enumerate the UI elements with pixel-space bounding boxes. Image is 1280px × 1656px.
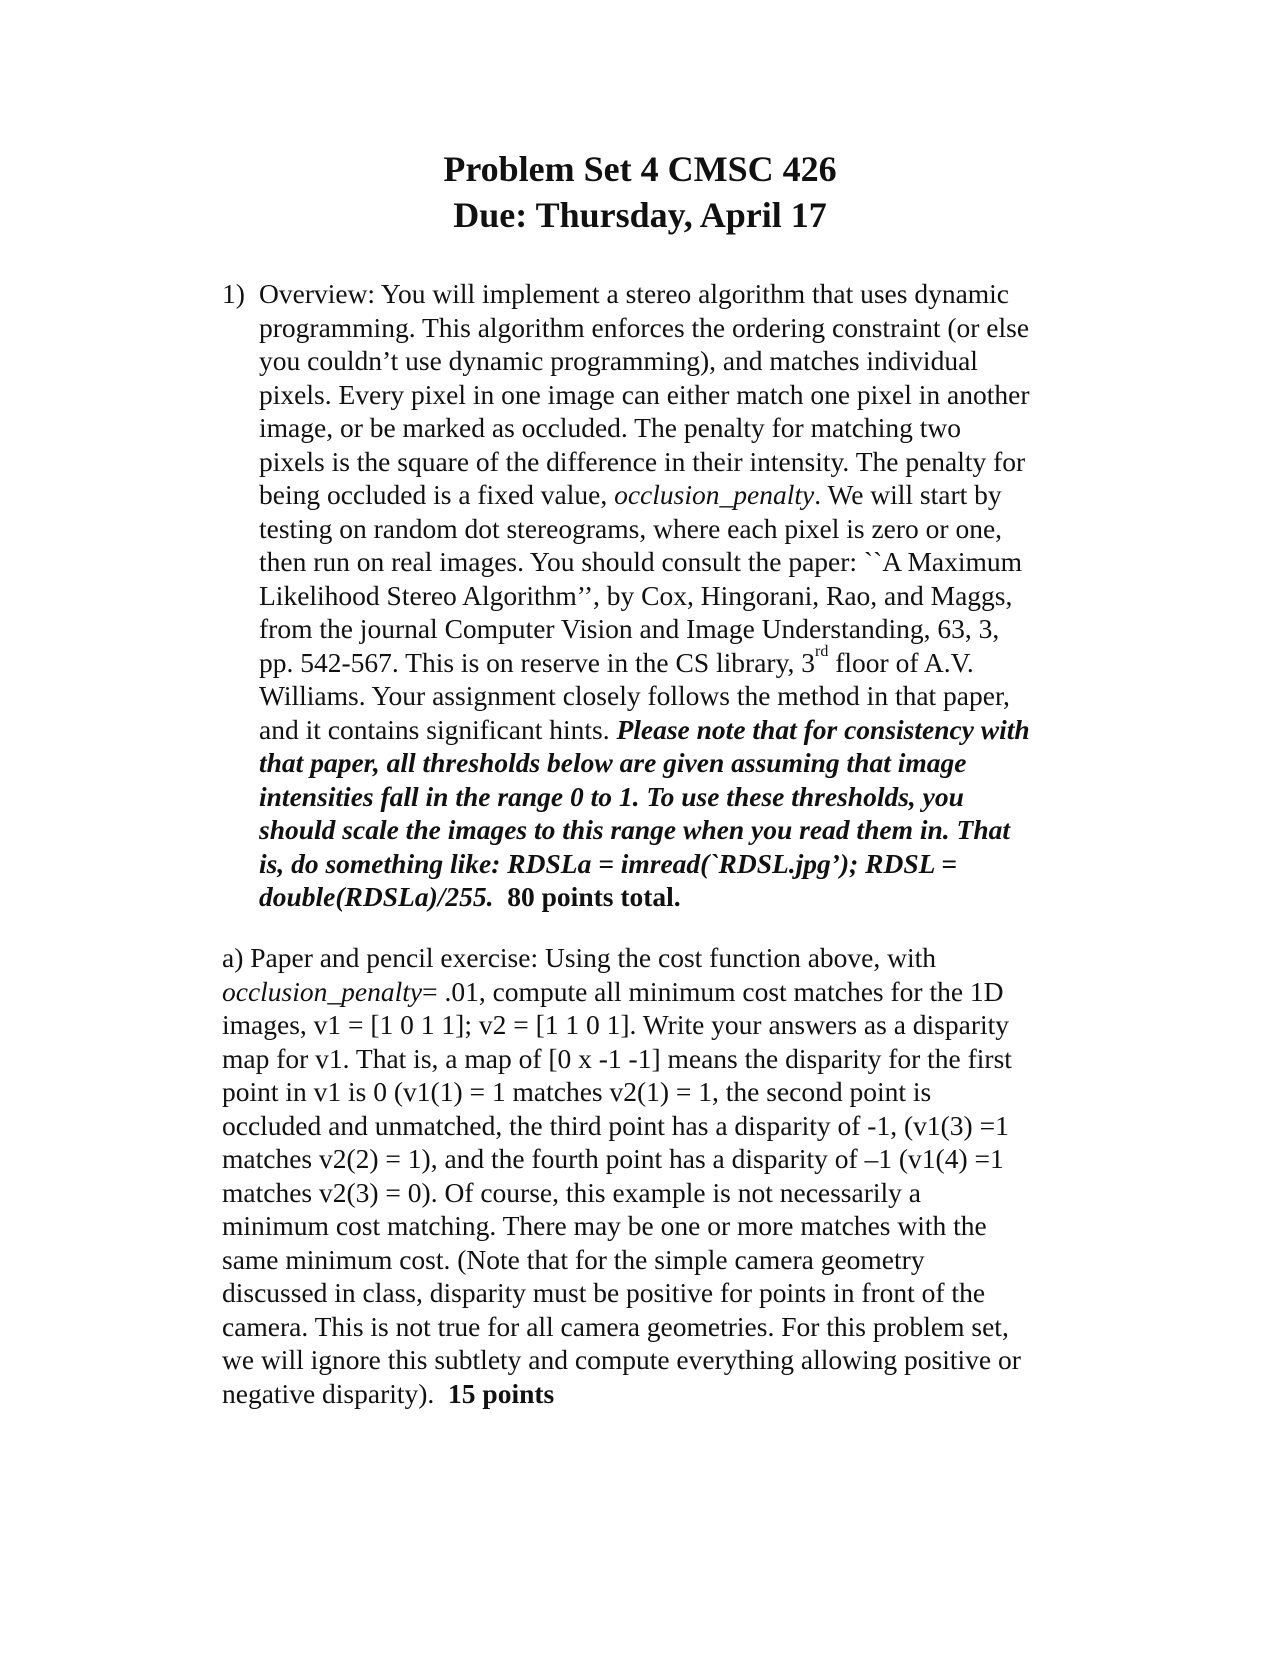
text-line: image, or be marked as occluded. The penalty for matching two xyxy=(259,412,962,443)
text-line: Overview: You will implement a stereo algorithm that uses dynamic xyxy=(259,278,1010,309)
text-line: Williams. Your assignment closely follows the method in that paper, xyxy=(259,680,1010,711)
emphasis-line: intensities fall in the range 0 to 1. To use these thresholds, you xyxy=(259,780,964,812)
text-line: same minimum cost. (Note that for the simple camera geometry xyxy=(222,1243,925,1275)
problem-1-body xyxy=(259,277,1109,914)
text-line xyxy=(259,713,1109,747)
text-line: point in v1 is 0 (v1(1) = 1 matches v2(1) = 1, the second point is xyxy=(222,1076,932,1107)
text-segment: and it contains significant hints. xyxy=(259,713,617,745)
text-line: programming. This algorithm enforces the ordering constraint (or else xyxy=(259,311,1030,343)
due-date: Due: Thursday, April 17 xyxy=(453,195,827,235)
title-block xyxy=(0,146,1280,238)
emphasis-line: that paper, all thresholds below are given assuming that image xyxy=(259,747,967,778)
text-line: map for v1. That is, a map of [0 x -1 -1] means the disparity for the first xyxy=(222,1042,1012,1074)
text-line xyxy=(259,880,1109,914)
emphasis-text: double(RDSLa)/255. xyxy=(259,881,494,912)
text-line: images, v1 = [1 0 1 1]; v2 = [1 1 0 1]. Write your answers as a disparity xyxy=(222,1009,1010,1040)
text-line: pixels is the square of the difference in their intensity. The penalty for xyxy=(259,445,1026,477)
emphasis-line: is, do something like: RDSLa = imread(`RDSL.jpg’); RDSL = xyxy=(259,847,957,879)
text-segment: = .01, compute all minimum cost matches for the 1D xyxy=(422,975,1004,1007)
points-total: 80 points total. xyxy=(493,881,681,912)
points-value: 15 points xyxy=(448,1377,555,1409)
emphasis-line: should scale the images to this range when you read them in. That xyxy=(259,814,1010,845)
occlusion-penalty-term: occlusion_penalty xyxy=(614,479,815,510)
text-segment: floor of A.V. xyxy=(828,646,974,678)
problem-number: 1) xyxy=(222,278,245,309)
text-line: Likelihood Stereo Algorithm’’, by Cox, Hingorani, Rao, and Maggs, xyxy=(259,579,1013,611)
text-segment: being occluded is a fixed value, xyxy=(259,479,615,510)
emphasis-text: Please note that for consistency with xyxy=(616,713,1030,745)
superscript: rd xyxy=(815,642,829,660)
text-line: a) Paper and pencil exercise: Using the cost function above, with xyxy=(222,942,937,973)
text-line: then run on real images. You should consult the paper: ``A Maximum xyxy=(259,546,1023,577)
text-segment: pp. 542-567. This is on reserve in the CS library, 3 xyxy=(259,646,816,678)
occlusion-penalty-term: occlusion_penalty xyxy=(222,975,423,1007)
text-line: you couldn’t use dynamic programming), and matches individual xyxy=(259,345,978,376)
text-line: pixels. Every pixel in one image can either match one pixel in another xyxy=(259,378,1030,410)
text-line: we will ignore this subtlety and compute everything allowing positive or xyxy=(222,1344,1021,1375)
text-line xyxy=(222,975,1102,1009)
text-line: matches v2(3) = 0). Of course, this example is not necessarily a xyxy=(222,1176,921,1208)
part-a xyxy=(222,941,1102,1410)
text-segment: . We will start by xyxy=(814,479,1002,510)
text-segment: negative disparity). xyxy=(222,1377,449,1409)
text-line xyxy=(222,1377,1102,1411)
page-title: Problem Set 4 CMSC 426 xyxy=(443,149,837,189)
text-line: discussed in class, disparity must be positive for points in front of the xyxy=(222,1277,986,1308)
text-line: from the journal Computer Vision and Image Understanding, 63, 3, xyxy=(259,613,1000,644)
text-line: occluded and unmatched, the third point has a disparity of -1, (v1(3) =1 xyxy=(222,1109,1009,1141)
text-line: minimum cost matching. There may be one or more matches with the xyxy=(222,1210,987,1241)
text-line xyxy=(259,642,1109,680)
text-line: camera. This is not true for all camera geometries. For this problem set, xyxy=(222,1310,1009,1342)
text-line xyxy=(259,478,1109,512)
text-line: testing on random dot stereograms, where each pixel is zero or one, xyxy=(259,512,1003,544)
text-line: matches v2(2) = 1), and the fourth point has a disparity of –1 (v1(4) =1 xyxy=(222,1143,1004,1174)
